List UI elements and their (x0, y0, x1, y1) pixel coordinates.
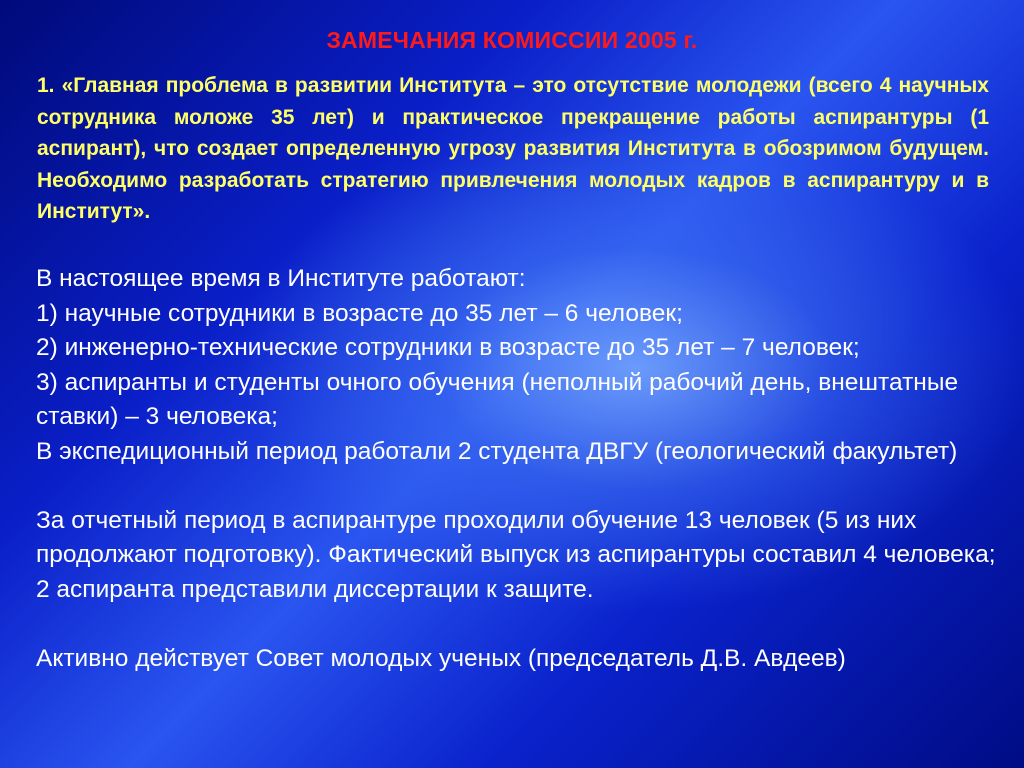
staff-intro: В настоящее время в Институте работают: (36, 265, 526, 292)
staff-item-students: 3) аспиранты и студенты очного обучения (неполный рабочий день, внештатные ставки) – 3 человека; (36, 368, 959, 430)
spacer (36, 607, 996, 642)
commission-remark: 1. «Главная проблема в развитии Института – это отсутствие молодежи (всего 4 научных сотрудника моложе 35 лет) и практическое прекращение работы аспирантуры (1 аспирант), что создает определенную угрозу развития Института в обозримом будущем. Необходимо разработать стратегию привлечения молодых кадров в аспирантуру и в Институт». (37, 74, 989, 223)
staff-item-engineers: 2) инженерно-технические сотрудники в возрасте до 35 лет – 7 человек; (36, 334, 860, 361)
slide-body (36, 262, 996, 676)
postgrad-paragraph: За отчетный период в аспирантуре проходили обучение 13 человек (5 из них продолжают подготовку). Фактический выпуск из аспирантуры составил 4 человека; 2 аспиранта представили диссертации к защите. (36, 506, 996, 603)
expedition-note: В экспедиционный период работали 2 студента ДВГУ (геологический факультет) (36, 437, 958, 465)
slide-title: ЗАМЕЧАНИЯ КОМИССИИ 2005 г. (326, 27, 698, 53)
staff-item-researchers: 1) научные сотрудники в возрасте до 35 лет – 6 человек; (36, 299, 683, 327)
council-paragraph: Активно действует Совет молодых ученых (председатель Д.В. Авдеев) (36, 644, 846, 672)
spacer (36, 469, 996, 504)
